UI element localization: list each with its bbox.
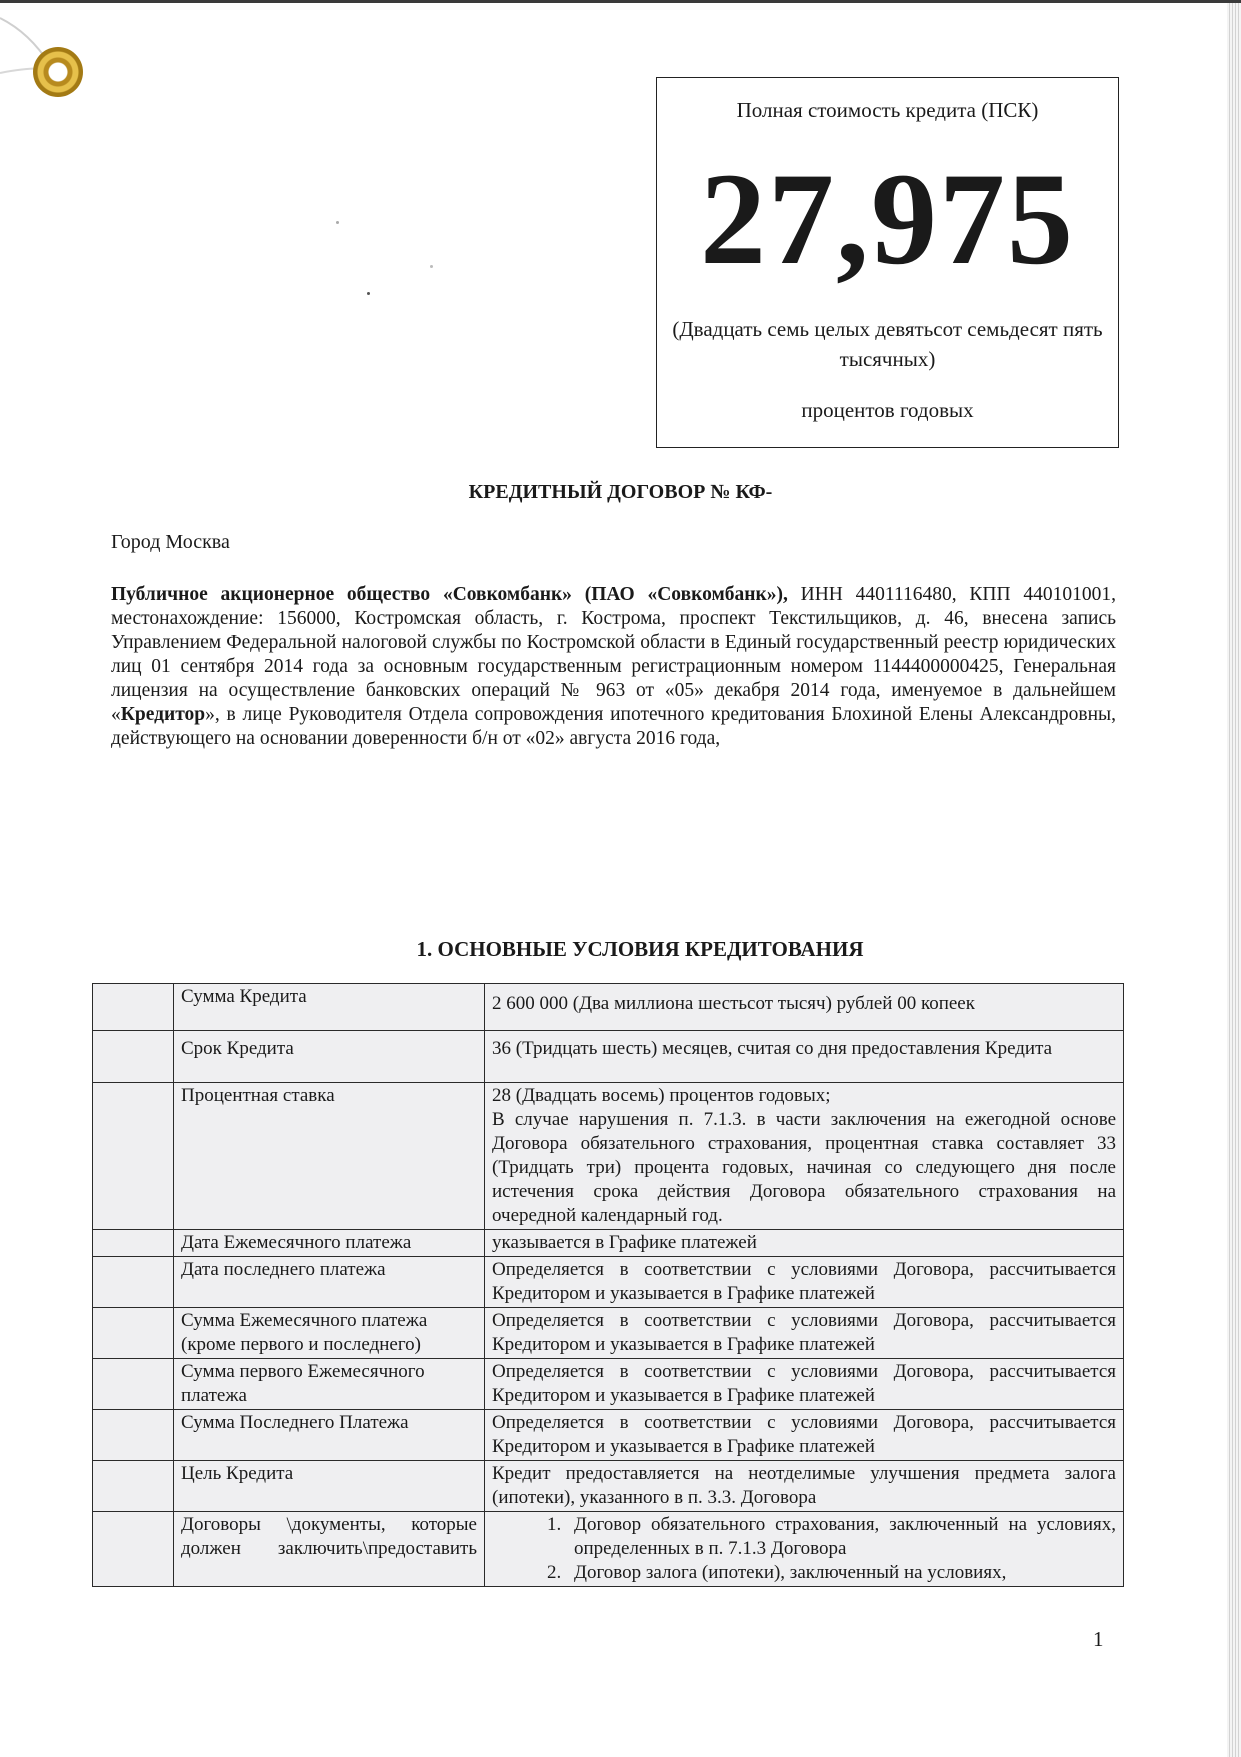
term-label: Сумма первого Ежемесячного платежа: [174, 1359, 485, 1410]
section-title: 1. ОСНОВНЫЕ УСЛОВИЯ КРЕДИТОВАНИЯ: [416, 937, 864, 961]
scan-speck: [367, 292, 370, 295]
row-number-cell: [93, 1230, 174, 1257]
term-value: 2 600 000 (Два миллиона шестьсот тысяч) рублей 00 копеек: [485, 984, 1124, 1031]
bank-name: Публичное акционерное общество «Совкомбанк» (ПАО «Совкомбанк»),: [111, 584, 788, 605]
page-number: 1: [1093, 1627, 1104, 1651]
interest-rate-base: 28 (Двадцать восемь) процентов годовых;: [492, 1085, 831, 1106]
preamble-text: ИНН 4401116480, КПП 440101001, местонахождение: 156000, Костромская область, г. Кострома, проспект Текстильщиков, д. 46, внесена запись Управлением Федеральной налоговой службы по Костромской области в Единый государственный реестр юридических лиц 01 сентября 2014 года за основным государственным регистрационным номером 1144400000425, Генеральная лицензия на осуществление банковских операций № 963 от «05» декабря 2014 года, именуемое в дальнейшем «: [111, 584, 1116, 725]
term-value: указывается в Графике платежей: [485, 1230, 1124, 1257]
psk-unit: процентов годовых: [801, 398, 974, 422]
table-row: [93, 1031, 1124, 1083]
interest-rate-penalty: В случае нарушения п. 7.1.3. в части заключения на ежегодной основе Договора обязательного страхования, процентная ставка составляет 33 (Тридцать три) процента годовых, начиная со следующего дня после истечения срока действия Договора обязательного страхования на очередной календарный год.: [492, 1109, 1116, 1226]
table-row: [93, 1083, 1124, 1230]
row-number-cell: [93, 1512, 174, 1587]
term-label: Сумма Кредита: [174, 984, 485, 1031]
term-label: Сумма Последнего Платежа: [174, 1410, 485, 1461]
psk-title: Полная стоимость кредита (ПСК): [736, 98, 1039, 122]
row-number-cell: [93, 1257, 174, 1308]
scan-speck: [430, 265, 433, 268]
scan-speck: [336, 221, 339, 224]
row-number-cell: [93, 1359, 174, 1410]
row-number-cell: [93, 1461, 174, 1512]
contract-title: КРЕДИТНЫЙ ДОГОВОР № КФ-: [468, 481, 773, 503]
table-row: [93, 1512, 1124, 1587]
table-row: [93, 1410, 1124, 1461]
loan-terms-table: [92, 983, 1124, 1587]
contract-city: Город Москва: [111, 531, 230, 553]
contract-preamble: [111, 583, 1116, 751]
table-row: [93, 1308, 1124, 1359]
term-label: Процентная ставка: [174, 1083, 485, 1230]
term-label: Договоры \документы, которые должен заключить\предоставить: [174, 1512, 485, 1587]
row-number-cell: [93, 1031, 174, 1083]
list-item: 1. Договор обязательного страхования, заключенный на условиях, определенных в п. 7.1.3 Договора: [566, 1513, 1116, 1561]
term-value: Кредит предоставляется на неотделимые улучшения предмета залога (ипотеки), указанного в п. 3.3. Договора: [485, 1461, 1124, 1512]
row-number-cell: [93, 1410, 174, 1461]
term-value: Определяется в соответствии с условиями Договора, рассчитывается Кредитором и указывается в Графике платежей: [485, 1308, 1124, 1359]
row-number-cell: [93, 984, 174, 1031]
term-label: Срок Кредита: [174, 1031, 485, 1083]
binding-grommet-icon: [33, 47, 83, 97]
table-row: [93, 1230, 1124, 1257]
term-label: Дата Ежемесячного платежа: [174, 1230, 485, 1257]
row-number-cell: [93, 1083, 174, 1230]
psk-value: 27,975: [700, 145, 1075, 292]
term-value: Определяется в соответствии с условиями Договора, рассчитывается Кредитором и указывается в Графике платежей: [485, 1257, 1124, 1308]
table-row: [93, 984, 1124, 1031]
list-item: 2. Договор залога (ипотеки), заключенный на условиях,: [566, 1561, 1116, 1585]
term-value: Определяется в соответствии с условиями Договора, рассчитывается Кредитором и указывается в Графике платежей: [485, 1410, 1124, 1461]
term-label: Цель Кредита: [174, 1461, 485, 1512]
row-number-cell: [93, 1308, 174, 1359]
term-value: 36 (Тридцать шесть) месяцев, считая со дня предоставления Кредита: [485, 1031, 1124, 1083]
term-value: Определяется в соответствии с условиями Договора, рассчитывается Кредитором и указывается в Графике платежей: [485, 1359, 1124, 1410]
table-row: [93, 1359, 1124, 1410]
required-documents-list: [492, 1513, 1116, 1585]
term-label: Сумма Ежемесячного платежа (кроме первого и последнего): [174, 1308, 485, 1359]
psk-box: [656, 77, 1119, 448]
psk-value-words: (Двадцать семь целых девятьсот семьдесят пять тысячных): [672, 317, 1103, 371]
preamble-text-end: », в лице Руководителя Отдела сопровождения ипотечного кредитования Блохиной Елены Александровны, действующего на основании доверенности б/н от «02» августа 2016 года,: [111, 704, 1116, 749]
table-row: [93, 1461, 1124, 1512]
term-value: [485, 1512, 1124, 1587]
page-stack-edge: [1227, 3, 1241, 1757]
term-value: [485, 1083, 1124, 1230]
term-label: Дата последнего платежа: [174, 1257, 485, 1308]
table-row: [93, 1257, 1124, 1308]
creditor-term: Кредитор: [120, 704, 206, 725]
